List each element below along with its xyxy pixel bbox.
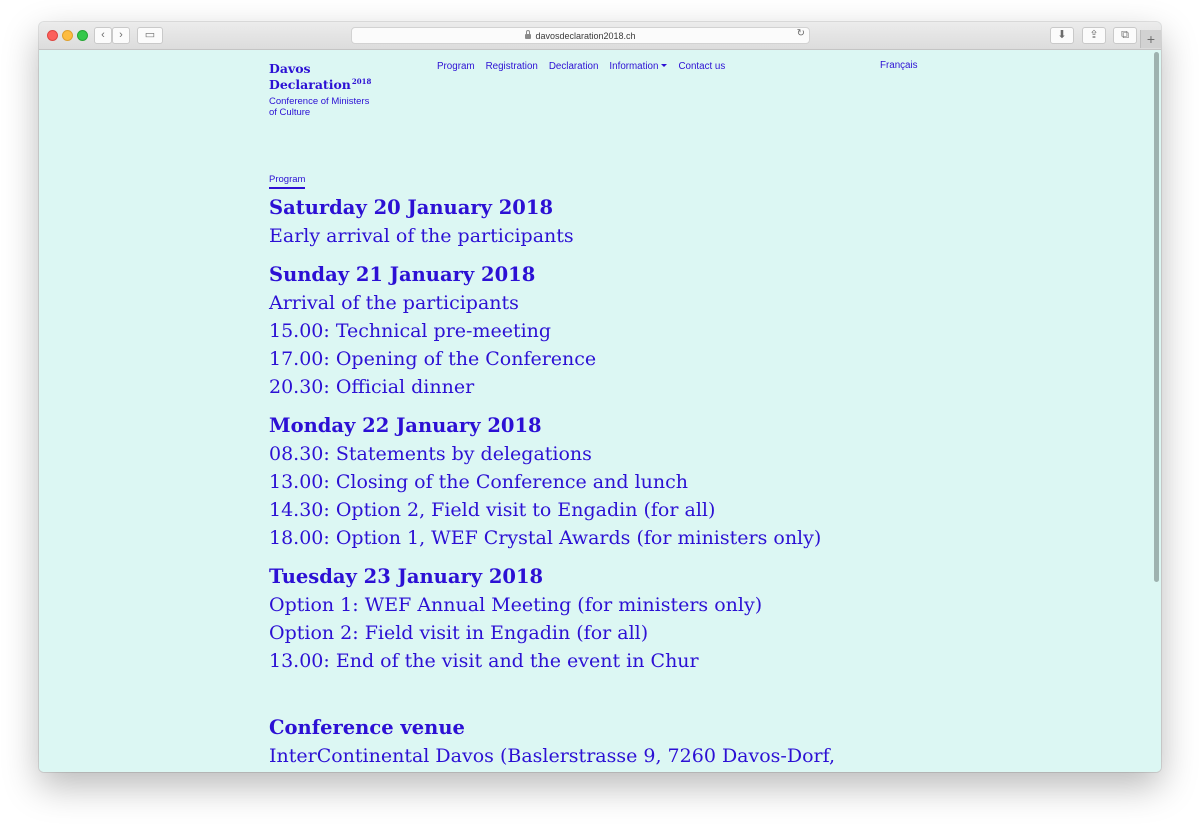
schedule-item: Early arrival of the participants: [269, 225, 574, 247]
logo-year: 2018: [351, 77, 372, 86]
schedule-item: 17.00: Opening of the Conference: [269, 348, 597, 370]
nav-declaration[interactable]: Declaration: [548, 61, 599, 72]
sidebar-button[interactable]: [137, 27, 163, 44]
nav-registration[interactable]: Registration: [485, 61, 538, 72]
venue-title: Conference venue: [269, 716, 465, 739]
tabs-icon: ⧉: [1121, 29, 1129, 41]
schedule-item: 20.30: Official dinner: [269, 376, 475, 398]
browser-toolbar: [39, 22, 1161, 50]
lock-icon: [525, 34, 531, 39]
tagline-line-1: Conference of Ministers: [269, 96, 370, 107]
minimize-window-button[interactable]: [62, 30, 73, 41]
scrollbar-thumb[interactable]: [1154, 52, 1159, 582]
logo-line-2: [269, 75, 371, 91]
schedule-item: 13.00: Closing of the Conference and lunch: [269, 471, 688, 493]
site-tagline: [269, 96, 369, 118]
schedule-item: 14.30: Option 2, Field visit to Engadin (for all): [269, 499, 716, 521]
web-page: [39, 50, 1161, 772]
nav-information-label: Information: [609, 61, 659, 72]
address-bar[interactable]: [351, 27, 810, 44]
close-window-button[interactable]: [47, 30, 58, 41]
back-button[interactable]: [94, 27, 112, 44]
forward-button[interactable]: [112, 27, 130, 44]
schedule-item: Option 2: Field visit in Engadin (for all): [269, 622, 649, 644]
program-schedule: [269, 194, 835, 772]
venue-address: InterContinental Davos (Baslerstrasse 9, 7260 Davos-Dorf,: [269, 745, 836, 767]
vertical-scrollbar[interactable]: [1152, 50, 1161, 772]
day-sunday: [269, 261, 835, 401]
sidebar-icon: ▭: [144, 29, 156, 41]
day-title: Tuesday 23 January 2018: [269, 565, 544, 588]
schedule-item: Option 1: WEF Annual Meeting (for ministers only): [269, 594, 763, 616]
day-title: Monday 22 January 2018: [269, 414, 542, 437]
address-url: davosdeclaration2018.ch: [535, 30, 636, 41]
day-tuesday: [269, 563, 835, 675]
day-monday: [269, 412, 835, 552]
schedule-item: 13.00: End of the visit and the event in Chur: [269, 650, 699, 672]
zoom-window-button[interactable]: [77, 30, 88, 41]
chevron-right-icon: ›: [119, 29, 123, 41]
day-title: Sunday 21 January 2018: [269, 263, 536, 286]
site-logo[interactable]: [269, 62, 371, 91]
tagline-line-2: of Culture: [269, 107, 311, 118]
schedule-item: 08.30: Statements by delegations: [269, 443, 592, 465]
new-tab-button[interactable]: [1140, 30, 1161, 48]
downloads-button[interactable]: [1050, 27, 1074, 44]
language-switch[interactable]: Français: [880, 60, 918, 71]
nav-contact[interactable]: Contact us: [678, 61, 726, 72]
main-nav: [437, 61, 725, 72]
breadcrumb[interactable]: Program: [269, 174, 305, 189]
schedule-item: 18.00: Option 1, WEF Crystal Awards (for ministers only): [269, 527, 822, 549]
download-icon: ⬇: [1057, 29, 1067, 41]
browser-window: [39, 22, 1161, 772]
schedule-item: 15.00: Technical pre-meeting: [269, 320, 552, 342]
reload-icon[interactable]: ↻: [796, 28, 805, 39]
share-icon: ⇪: [1089, 29, 1099, 41]
logo-line-1: Davos: [269, 61, 311, 76]
caret-down-icon: [661, 64, 667, 67]
day-title: Saturday 20 January 2018: [269, 196, 554, 219]
plus-icon: +: [1146, 31, 1156, 47]
chevron-left-icon: ‹: [101, 29, 105, 41]
day-saturday: [269, 194, 835, 250]
nav-information[interactable]: [609, 61, 667, 72]
nav-program[interactable]: Program: [437, 61, 475, 72]
logo-word: Declaration: [269, 77, 351, 92]
schedule-item: Arrival of the participants: [269, 292, 519, 314]
conference-venue: [269, 714, 835, 770]
tabs-overview-button[interactable]: [1113, 27, 1137, 44]
share-button[interactable]: [1082, 27, 1106, 44]
